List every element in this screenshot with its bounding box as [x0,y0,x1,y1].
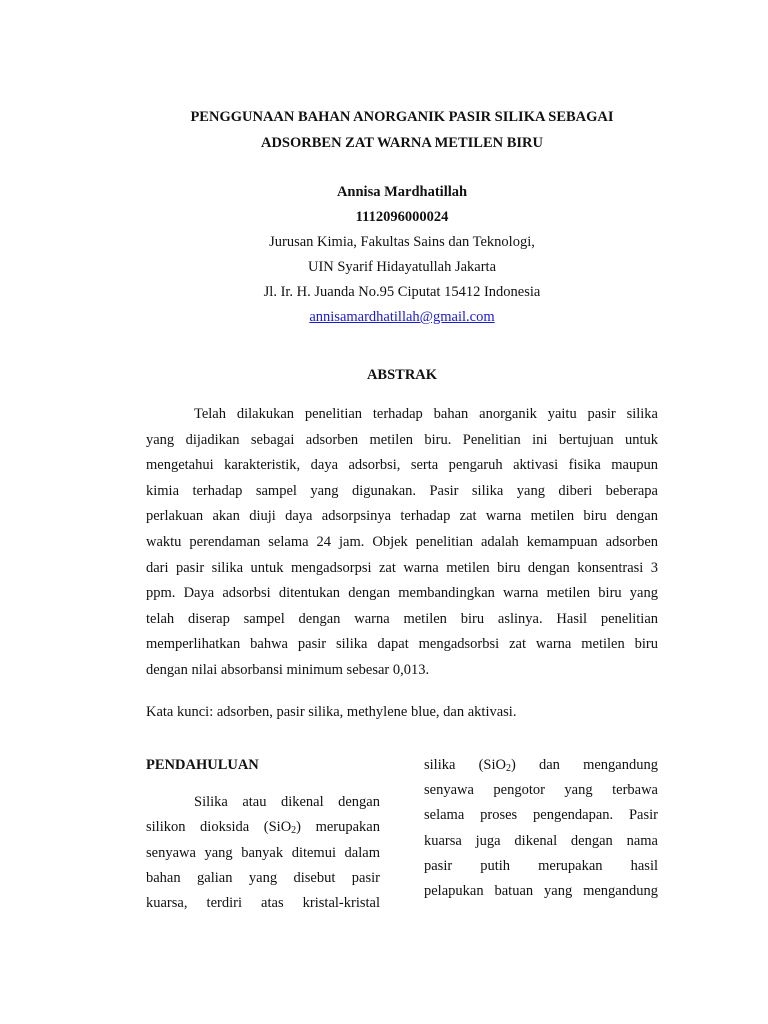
keywords: Kata kunci: adsorben, pasir silika, methylene blue, dan aktivasi. [146,704,517,720]
email-link[interactable]: annisamardhatillah@gmail.com [309,309,495,325]
abstract-body [146,402,658,684]
abstract-line: waktu perendaman selama 24 jam. Objek penelitian adalah kemampuan adsorben [146,533,658,550]
abstract-line: yang dijadikan sebagai adsorben metilen biru. Penelitian ini bertujuan untuk [146,431,658,448]
intro-line: senyawa yang banyak ditemui dalam [146,844,380,861]
intro-line: Silika atau dikenal dengan [194,794,380,811]
abstract-line: dari pasir silika untuk mengadsorpsi zat warna metilen biru dengan konsentrasi 3 [146,559,658,576]
formula-suffix: ) merupakan [296,819,380,836]
intro-left-column [146,753,380,916]
abstract-line: telah diserap sampel dengan warna metilen biru aslinya. Hasil penelitian [146,610,658,627]
intro-line: pelapukan batuan yang mengandung [424,883,658,900]
abstract-line: ppm. Daya adsorbsi ditentukan dengan membandingkan warna metilen biru yang [146,585,658,602]
abstract-line: kimia terhadap sampel yang digunakan. Pasir silika yang diberi beberapa [146,482,658,499]
intro-right-column [424,753,658,904]
subscript-2: 2 [505,763,511,774]
formula-prefix: silika (SiO [424,757,506,773]
author-id: 1112096000024 [355,209,449,225]
affiliation-line-1: Jurusan Kimia, Fakultas Sains dan Teknologi, [269,234,535,250]
subscript-2: 2 [291,825,297,837]
title-line-2: ADSORBEN ZAT WARNA METILEN BIRU [260,135,543,151]
author-name: Annisa Mardhatillah [336,184,468,200]
abstract-line: perlakuan akan diuji daya adsorpsinya terhadap zat warna metilen biru dengan [146,508,658,525]
intro-line: pasir putih merupakan hasil [424,857,658,874]
affiliation-line-2: UIN Syarif Hidayatullah Jakarta [307,259,497,275]
intro-line-with-formula [146,815,380,840]
address-line: Jl. Ir. H. Juanda No.95 Ciputat 15412 Indonesia [263,284,541,300]
abstract-line: dengan nilai absorbansi minimum sebesar 0,013. [146,661,430,678]
abstract-line: memperlihatkan bahwa pasir silika dapat mengadsorbsi zat warna metilen biru [146,636,658,653]
abstract-line: mengetahui karakteristik, daya adsorbsi, serta pengaruh aktivasi fisika maupun [146,457,658,474]
title-line-1: PENGGUNAAN BAHAN ANORGANIK PASIR SILIKA SEBAGAI [190,109,614,125]
paper-title [0,104,768,156]
intro-line: kuarsa juga dikenal dengan nama [424,832,658,849]
intro-line: senyawa pengotor yang terbawa [424,782,658,799]
intro-line-with-formula [424,753,658,778]
abstract-heading: ABSTRAK [366,367,438,383]
abstract-line: Telah dilakukan penelitian terhadap bahan anorganik yaitu pasir silika [194,406,658,422]
intro-line: bahan galian yang disebut pasir [146,869,380,886]
formula-prefix: silikon dioksida (SiO [146,819,292,836]
section-heading-pendahuluan: PENDAHULUAN [146,757,259,773]
intro-line: kuarsa, terdiri atas kristal-kristal [146,895,380,912]
formula-suffix: ) dan mengandung [510,757,658,773]
intro-line: selama proses pengendapan. Pasir [424,807,658,824]
author-block [0,180,768,330]
